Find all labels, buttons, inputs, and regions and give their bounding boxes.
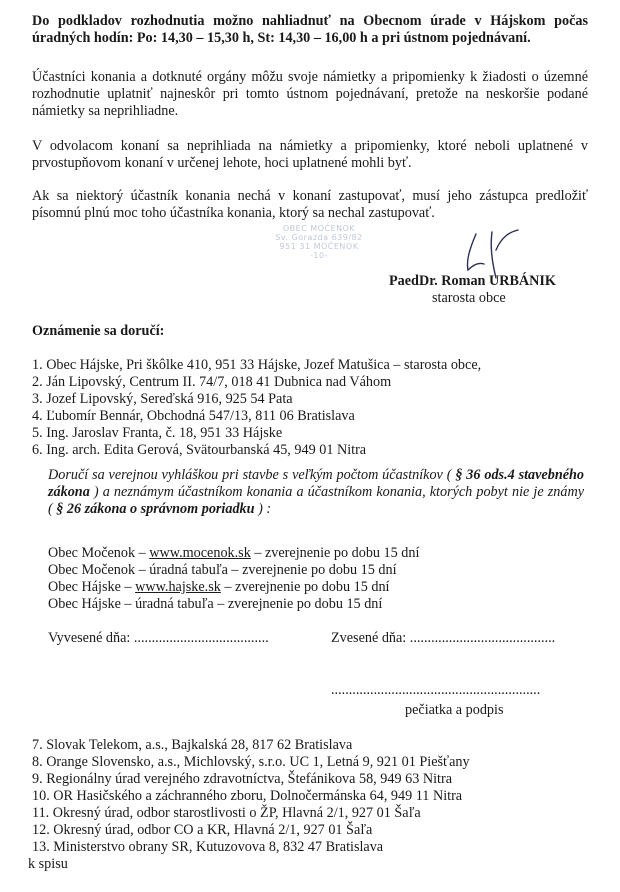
recipient-item: 2. Ján Lipovský, Centrum II. 74/7, 018 41 Dubnica nad Váhom bbox=[32, 374, 392, 390]
website-link[interactable]: www.hajske.sk bbox=[135, 579, 221, 595]
recipient-item: 13. Ministerstvo obrany SR, Kutuzovova 8, 832 47 Bratislava bbox=[32, 839, 384, 855]
publication-item bbox=[48, 596, 382, 613]
recipient-item: 5. Ing. Jaroslav Franta, č. 18, 951 33 Hájske bbox=[32, 425, 283, 441]
public-notice-part: Doručí sa verejnou vyhláškou pri stavbe s veľkým počtom účastníkov ( bbox=[48, 467, 452, 483]
website-link[interactable]: www.mocenok.sk bbox=[149, 545, 251, 561]
recipient-item: 3. Jozef Lipovský, Sereďská 916, 925 54 Pata bbox=[32, 391, 293, 407]
recipient-item: 10. OR Hasičského a záchranného zboru, Dolnočermánska 64, 949 11 Nitra bbox=[32, 788, 463, 804]
posted-date-label: Vyvesené dňa: ...................................... bbox=[48, 630, 269, 646]
law-reference: § 36 ods.4 stavebného zákona bbox=[48, 467, 584, 500]
recipient-item: 9. Regionálny úrad verejného zdravotníctva, Štefánikova 58, 949 63 Nitra bbox=[32, 771, 452, 787]
publication-text: Obec Hájske – úradná tabuľa – zverejnenie po dobu 15 dní bbox=[48, 596, 383, 612]
delivery-heading: Oznámenie sa doručí: bbox=[32, 323, 165, 339]
paragraph-representation: Ak sa niektorý účastník konania nechá v konaní zastupovať, musí jeho zástupca predložiť písomnú plnú moc toho účastníka konania, ktorý sa nechal zastupovať. bbox=[32, 188, 588, 221]
publication-item bbox=[48, 545, 419, 562]
footer-note: k spisu bbox=[28, 856, 68, 872]
publication-text: – zverejnenie po dobu 15 dní bbox=[220, 579, 390, 595]
recipient-item: 8. Orange Slovensko, a.s., Michlovský, s.r.o. UC 1, Letná 9, 921 01 Piešťany bbox=[32, 754, 470, 770]
stamp-line: -10- bbox=[310, 251, 328, 260]
public-notice-part: ) a neznámym účastníkom konania a účastníkom konania, ktorých pobyt nie je známy ( bbox=[48, 484, 585, 517]
signature-label: pečiatka a podpis bbox=[405, 702, 504, 718]
stamp-line: OBEC MOČENOK bbox=[282, 224, 356, 233]
paragraph-inspection-hours: Do podkladov rozhodnutia možno nahliadnuť na Obecnom úrade v Hájskom počas úradných hodín: Po: 14,30 – 15,30 h, St: 14,30 – 16,00 h a pri ústnom pojednávaní. bbox=[32, 13, 588, 46]
publication-item bbox=[48, 579, 390, 596]
paragraph-appeal: V odvolacom konaní sa neprihliada na námietky a pripomienky, ktoré neboli uplatnené v prvostupňovom konaní v určenej lehote, hoci uplatnené mohli byť. bbox=[32, 138, 588, 171]
publication-text: Obec Hájske – bbox=[48, 579, 136, 595]
public-notice-text bbox=[48, 467, 584, 518]
publication-text: Obec Močenok – bbox=[48, 545, 150, 561]
stamp-line: Sv. Gorazda 639/82 bbox=[275, 233, 363, 242]
recipient-item: 7. Slovak Telekom, a.s., Bajkalská 28, 817 62 Bratislava bbox=[32, 737, 353, 753]
recipient-item: 11. Okresný úrad, odbor starostlivosti o ŽP, Hlavná 2/1, 927 01 Šaľa bbox=[32, 805, 421, 821]
signatory-title: starosta obce bbox=[432, 290, 506, 306]
recipient-item: 12. Okresný úrad, odbor CO a KR, Hlavná 2/1, 927 01 Šaľa bbox=[32, 822, 373, 838]
recipient-item: 1. Obec Hájske, Pri škôlke 410, 951 33 Hájske, Jozef Matušica – starosta obce, bbox=[32, 357, 482, 373]
publication-text: – zverejnenie po dobu 15 dní bbox=[250, 545, 420, 561]
publication-text: Obec Močenok – úradná tabuľa – zverejnenie po dobu 15 dní bbox=[48, 562, 397, 578]
publication-item bbox=[48, 562, 397, 579]
signature-line: ........................................................... bbox=[331, 682, 541, 698]
law-reference: § 26 zákona o správnom poriadku bbox=[56, 501, 255, 517]
stamp-line: 951 31 MOČENOK bbox=[279, 242, 359, 251]
recipient-item: 6. Ing. arch. Edita Gerová, Svätourbanská 45, 949 01 Nitra bbox=[32, 442, 367, 458]
paragraph-objections: Účastníci konania a dotknuté orgány môžu svoje námietky a pripomienky k žiadosti o územné rozhodnutie uplatniť najneskôr pri tomto ústnom pojednávaní, pretože na neskoršie podané námietky sa neprihliadne. bbox=[32, 69, 588, 119]
removed-date-label: Zvesené dňa: ......................................... bbox=[331, 630, 556, 646]
recipient-item: 4. Ľubomír Bennár, Obchodná 547/13, 811 06 Bratislava bbox=[32, 408, 355, 424]
public-notice-part: ) : bbox=[258, 501, 272, 517]
official-stamp bbox=[258, 224, 380, 260]
signatory-name: PaedDr. Roman URBÁNIK bbox=[389, 273, 556, 289]
